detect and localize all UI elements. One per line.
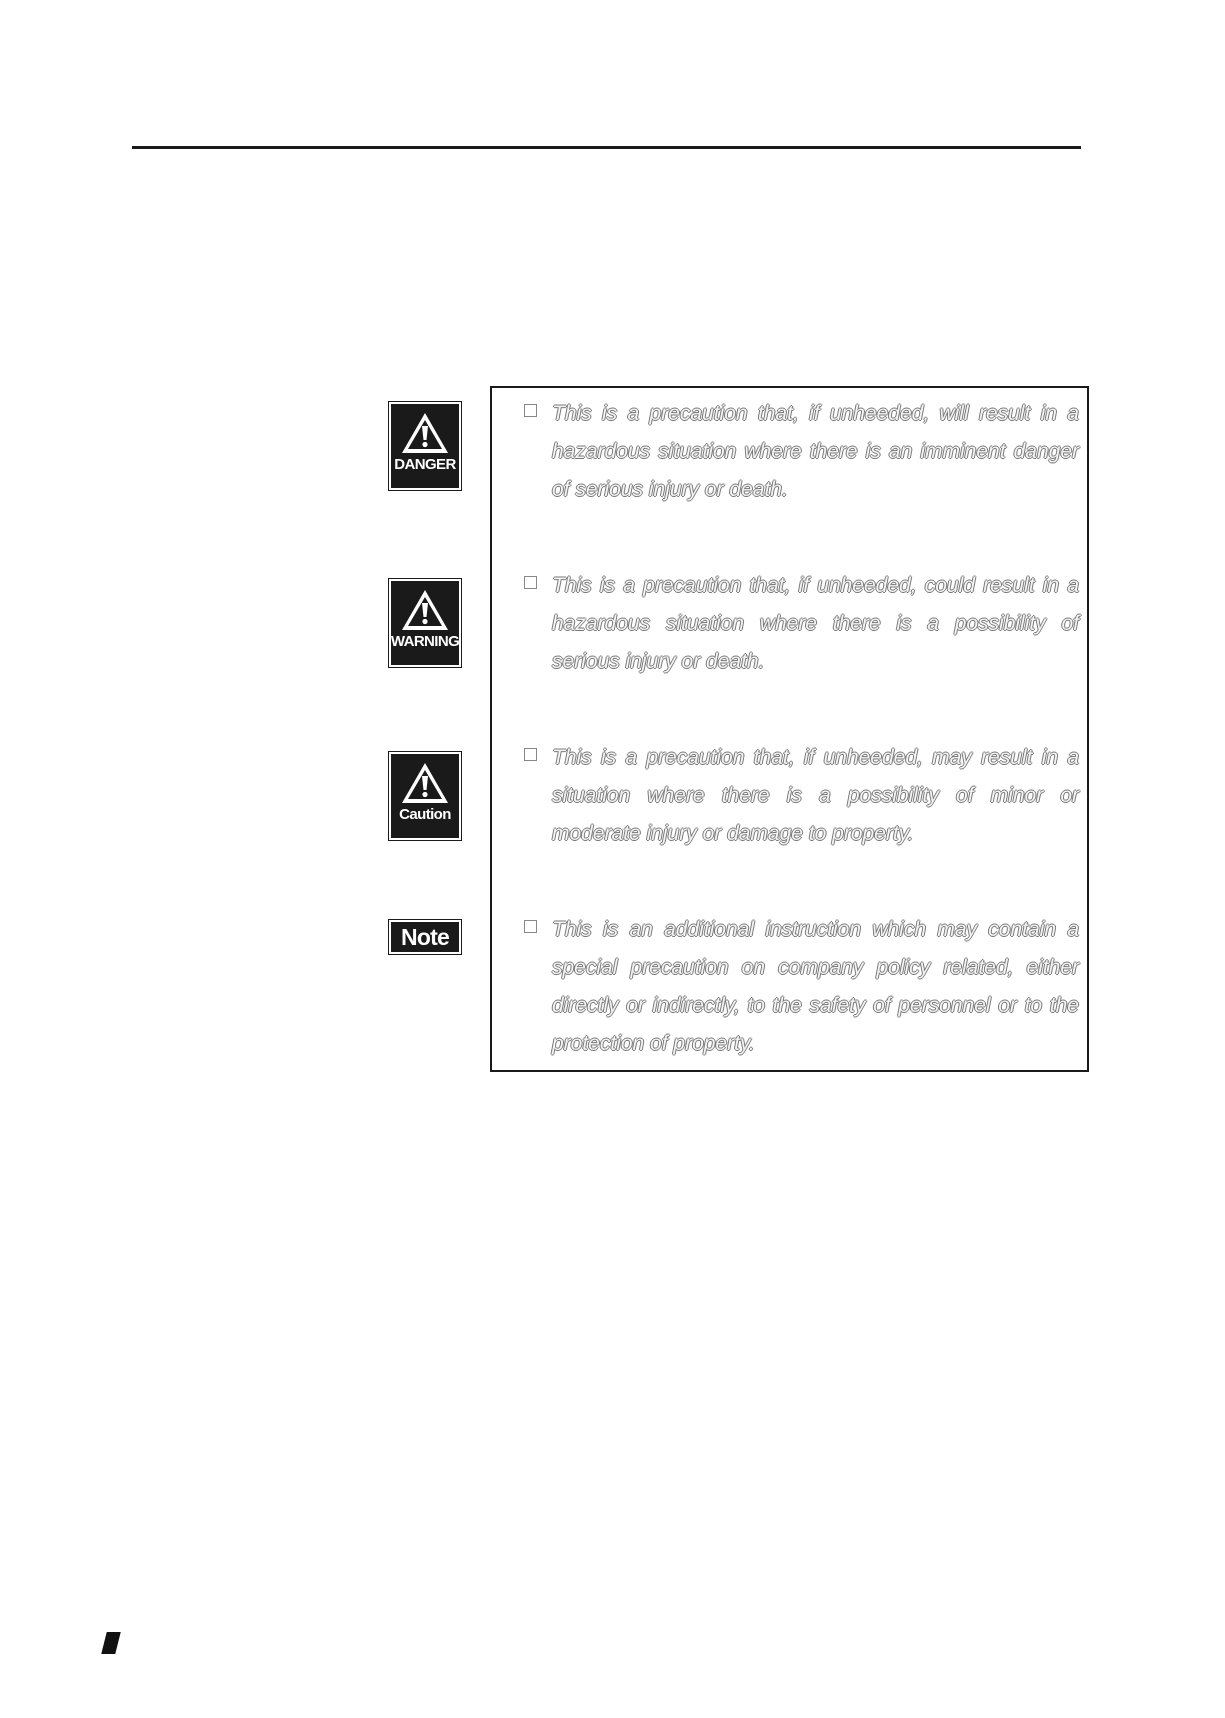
caution-icon [391, 754, 459, 838]
checkbox-bullet-icon [524, 404, 537, 417]
warning-label: WARNING [390, 633, 460, 650]
checkbox-bullet-icon [524, 748, 537, 761]
list-item-caution [524, 739, 1082, 853]
list-item-warning [524, 567, 1082, 681]
caution-description: This is a precaution that, if unheeded, may result in a situation where there is a possibility of minor or moderate injury or damage to property. [552, 746, 1079, 845]
list-item-note [524, 911, 1082, 1063]
warning-icon [391, 581, 459, 665]
warning-description: This is a precaution that, if unheeded, could result in a hazardous situation where there is a possibility of serious injury or death. [552, 574, 1079, 673]
page-corner-mark [101, 1632, 120, 1654]
list-item-danger [524, 395, 1082, 509]
checkbox-bullet-icon [524, 920, 537, 933]
danger-icon [391, 404, 459, 488]
header-rule [132, 146, 1081, 149]
caution-label: Caution [399, 806, 451, 823]
note-description: This is an additional instruction which may contain a special precaution on company policy related, either directly or indirectly, to the safety of personnel or to the protection of property. [552, 918, 1079, 1055]
warning-triangle-icon [400, 588, 450, 632]
note-icon [391, 922, 459, 952]
warning-triangle-icon [400, 761, 450, 805]
danger-description: This is a precaution that, if unheeded, will result in a hazardous situation where there is an imminent danger of serious injury or death. [552, 402, 1079, 501]
checkbox-bullet-icon [524, 576, 537, 589]
note-label: Note [401, 923, 449, 950]
warning-triangle-icon [400, 411, 450, 455]
danger-label: DANGER [394, 456, 456, 473]
